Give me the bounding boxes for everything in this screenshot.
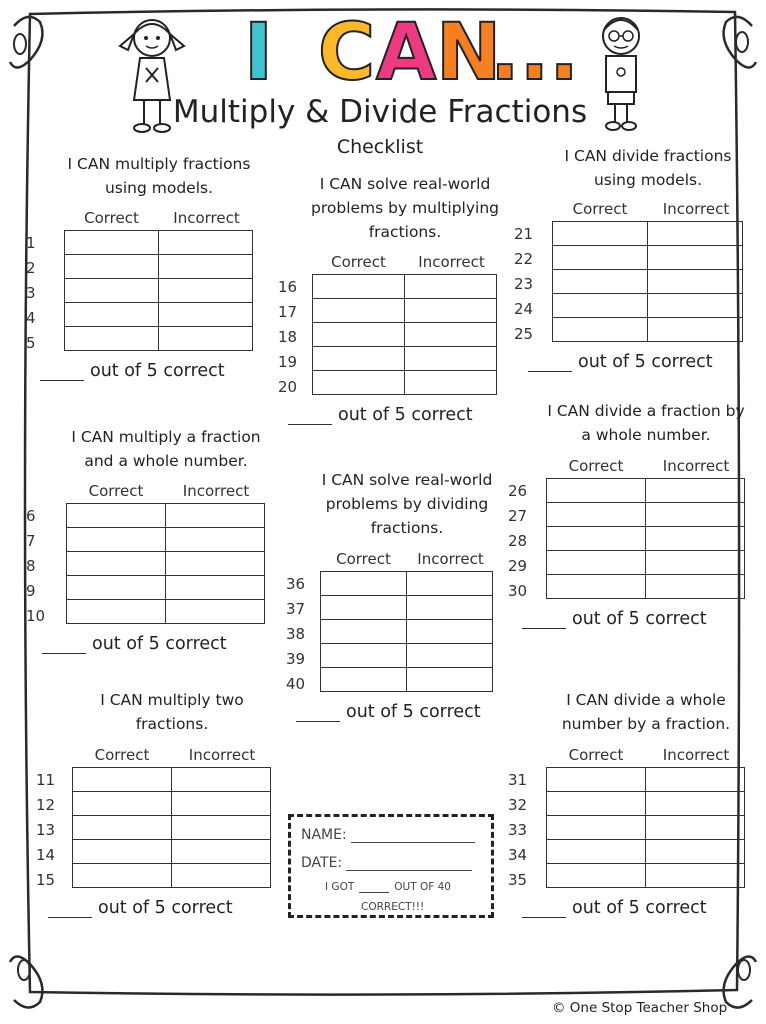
score-blank[interactable]: [48, 901, 92, 918]
incorrect-cell[interactable]: [648, 246, 743, 270]
table-row: [553, 294, 743, 318]
problem-number: 23: [514, 275, 534, 293]
correct-cell[interactable]: [313, 347, 405, 371]
incorrect-cell[interactable]: [172, 864, 271, 888]
correct-cell[interactable]: [547, 503, 646, 527]
column-header-incorrect: Incorrect: [188, 746, 256, 764]
incorrect-cell[interactable]: [405, 299, 497, 323]
table-row: [65, 279, 253, 303]
problem-number: 32: [508, 796, 528, 814]
column-header-incorrect: Incorrect: [418, 253, 485, 271]
table-row: [73, 768, 271, 792]
problem-number: 30: [508, 582, 528, 600]
correct-cell[interactable]: [73, 864, 172, 888]
table-row: [313, 323, 497, 347]
column-header-incorrect: Incorrect: [417, 550, 484, 568]
title-letter-n: N: [436, 8, 502, 98]
problem-number: 7: [26, 532, 36, 550]
table-row: [547, 840, 745, 864]
score-text: out of 5 correct: [92, 634, 227, 654]
incorrect-cell[interactable]: [405, 323, 497, 347]
problem-number: 24: [514, 300, 534, 318]
got-prefix: I GOT: [325, 881, 355, 893]
correct-cell[interactable]: [67, 504, 166, 528]
column-header-incorrect: Incorrect: [662, 200, 730, 218]
incorrect-cell[interactable]: [646, 792, 745, 816]
problem-number: 27: [508, 507, 528, 525]
problem-number: 20: [278, 378, 298, 396]
checklist-label: Checklist: [336, 136, 424, 158]
section-heading: [29, 152, 289, 200]
section-heading-line: number by a fraction.: [561, 715, 731, 733]
correct-cell[interactable]: [67, 600, 166, 624]
correct-cell[interactable]: [65, 279, 159, 303]
table-row: [313, 371, 497, 395]
column-header-incorrect: Incorrect: [173, 209, 240, 227]
score-text: out of 5 correct: [338, 405, 473, 425]
score-blank[interactable]: [288, 408, 332, 425]
incorrect-cell[interactable]: [407, 596, 493, 620]
table-row: [73, 840, 271, 864]
correct-cell[interactable]: [65, 327, 159, 351]
correct-cell[interactable]: [547, 840, 646, 864]
section-score: [48, 898, 233, 918]
problem-number: 31: [508, 771, 528, 789]
total-score-blank[interactable]: [359, 882, 389, 893]
answer-grid: [312, 274, 497, 395]
incorrect-cell[interactable]: [407, 620, 493, 644]
table-row: [553, 318, 743, 342]
answer-grid: [320, 571, 493, 692]
table-row: [73, 792, 271, 816]
correct-cell[interactable]: [313, 323, 405, 347]
answer-grid: [546, 767, 745, 888]
table-row: [73, 864, 271, 888]
name-field[interactable]: [301, 827, 475, 843]
table-row: [547, 479, 745, 503]
table-row: [313, 347, 497, 371]
section-score: [528, 352, 713, 372]
correct-cell[interactable]: [553, 246, 648, 270]
section-heading-line: I CAN multiply a fraction: [71, 428, 261, 446]
correct-cell[interactable]: [321, 668, 407, 692]
incorrect-cell[interactable]: [405, 371, 497, 395]
problem-number: 9: [26, 582, 36, 600]
incorrect-cell[interactable]: [648, 222, 743, 246]
table-row: [547, 503, 745, 527]
correct-cell[interactable]: [553, 294, 648, 318]
column-header-incorrect: Incorrect: [182, 482, 250, 500]
problem-number: 3: [26, 284, 36, 302]
incorrect-cell[interactable]: [407, 644, 493, 668]
table-row: [313, 275, 497, 299]
correct-cell[interactable]: [321, 572, 407, 596]
section-heading: [31, 425, 301, 473]
section-heading: [517, 144, 766, 192]
score-text: out of 5 correct: [572, 898, 707, 918]
column-header-correct: Correct: [572, 200, 628, 218]
correct-cell[interactable]: [65, 303, 159, 327]
problem-number: 13: [36, 821, 56, 839]
section-score: [42, 634, 227, 654]
incorrect-cell[interactable]: [159, 303, 253, 327]
incorrect-cell[interactable]: [159, 327, 253, 351]
problem-number: 33: [508, 821, 528, 839]
incorrect-cell[interactable]: [407, 668, 493, 692]
copyright-text: © One Stop Teacher Shop: [552, 1000, 728, 1016]
correct-cell[interactable]: [65, 231, 159, 255]
correct-cell[interactable]: [547, 792, 646, 816]
correct-cell[interactable]: [553, 270, 648, 294]
table-row: [67, 552, 265, 576]
correct-cell[interactable]: [65, 255, 159, 279]
section-heading-line: and a whole number.: [84, 452, 248, 470]
incorrect-cell[interactable]: [646, 479, 745, 503]
table-row: [553, 270, 743, 294]
column-header-incorrect: Incorrect: [662, 457, 730, 475]
date-field[interactable]: [301, 855, 472, 871]
correct-cell[interactable]: [321, 644, 407, 668]
incorrect-cell[interactable]: [646, 840, 745, 864]
table-row: [65, 327, 253, 351]
section-heading: [511, 399, 766, 447]
column-header-correct: Correct: [336, 550, 391, 568]
score-blank[interactable]: [522, 901, 566, 918]
score-blank[interactable]: [528, 355, 572, 372]
column-header-incorrect: Incorrect: [662, 746, 730, 764]
table-row: [547, 792, 745, 816]
answer-grid: [64, 230, 253, 351]
problem-number: 26: [508, 482, 528, 500]
score-blank[interactable]: [40, 364, 84, 381]
problem-number: 5: [26, 334, 36, 352]
title-letter-a: A: [376, 8, 437, 98]
correct-cell[interactable]: [547, 816, 646, 840]
correct-cell[interactable]: [73, 840, 172, 864]
problem-number: 28: [508, 532, 528, 550]
problem-number: 17: [278, 303, 298, 321]
problem-number: 8: [26, 557, 36, 575]
problem-number: 38: [286, 625, 306, 643]
table-row: [65, 231, 253, 255]
problem-number: 16: [278, 278, 298, 296]
correct-cell[interactable]: [547, 551, 646, 575]
title-letter-i: I: [244, 8, 274, 98]
section-heading-line: I CAN divide fractions: [564, 147, 732, 165]
section-heading-line: I CAN divide a whole: [566, 691, 726, 709]
score-text: out of 5 correct: [578, 352, 713, 372]
name-date-box: [288, 814, 494, 918]
incorrect-cell[interactable]: [405, 275, 497, 299]
score-blank[interactable]: [42, 637, 86, 654]
correct-cell[interactable]: [313, 299, 405, 323]
table-row: [321, 620, 493, 644]
problem-number: 39: [286, 650, 306, 668]
problem-number: 19: [278, 353, 298, 371]
table-row: [65, 255, 253, 279]
incorrect-cell[interactable]: [172, 840, 271, 864]
section-heading-line: problems by dividing: [325, 495, 489, 513]
table-row: [67, 528, 265, 552]
table-row: [547, 575, 745, 599]
table-row: [547, 816, 745, 840]
section-heading-line: I CAN divide a fraction by: [547, 402, 745, 420]
answer-grid: [552, 221, 743, 342]
problem-number: 1: [26, 234, 36, 252]
section-heading-line: fractions.: [370, 519, 444, 537]
problem-number: 36: [286, 575, 306, 593]
problem-number: 11: [36, 771, 56, 789]
problem-number: 35: [508, 871, 528, 889]
section-heading: [511, 688, 766, 736]
correct-cell[interactable]: [67, 528, 166, 552]
problem-number: 21: [514, 225, 534, 243]
section-heading-line: fractions.: [135, 715, 209, 733]
section-heading: [285, 468, 529, 540]
section-score: [522, 898, 707, 918]
problem-number: 18: [278, 328, 298, 346]
table-row: [65, 303, 253, 327]
table-row: [321, 668, 493, 692]
correct-cell[interactable]: [547, 575, 646, 599]
correct-cell[interactable]: [73, 816, 172, 840]
column-header-correct: Correct: [568, 746, 624, 764]
correct-cell[interactable]: [547, 527, 646, 551]
answer-grid: [546, 478, 745, 599]
incorrect-cell[interactable]: [166, 576, 265, 600]
incorrect-cell[interactable]: [646, 864, 745, 888]
problem-number: 34: [508, 846, 528, 864]
score-text: out of 5 correct: [346, 702, 481, 722]
correct-cell[interactable]: [73, 768, 172, 792]
table-row: [67, 600, 265, 624]
incorrect-cell[interactable]: [646, 527, 745, 551]
incorrect-cell[interactable]: [646, 816, 745, 840]
section-heading-line: I CAN solve real-world: [319, 175, 491, 193]
section-heading-line: I CAN multiply two: [100, 691, 244, 709]
table-row: [67, 576, 265, 600]
correct-cell[interactable]: [547, 864, 646, 888]
section-score: [296, 702, 481, 722]
score-blank[interactable]: [522, 612, 566, 629]
column-header-correct: Correct: [568, 457, 624, 475]
problem-number: 29: [508, 557, 528, 575]
score-text: out of 5 correct: [90, 361, 225, 381]
score-text: out of 5 correct: [98, 898, 233, 918]
incorrect-cell[interactable]: [646, 768, 745, 792]
table-row: [547, 551, 745, 575]
correct-cell[interactable]: [67, 552, 166, 576]
incorrect-cell[interactable]: [646, 575, 745, 599]
problem-number: 37: [286, 600, 306, 618]
incorrect-cell[interactable]: [166, 528, 265, 552]
answer-grid: [66, 503, 265, 624]
incorrect-cell[interactable]: [646, 503, 745, 527]
correct-cell[interactable]: [313, 371, 405, 395]
table-row: [553, 246, 743, 270]
column-header-correct: Correct: [84, 209, 139, 227]
section-heading-line: using models.: [104, 179, 214, 197]
incorrect-cell[interactable]: [648, 294, 743, 318]
section-heading-line: I CAN multiply fractions: [67, 155, 251, 173]
correct-cell[interactable]: [67, 576, 166, 600]
problem-number: 10: [26, 607, 46, 625]
column-header-correct: Correct: [94, 746, 150, 764]
incorrect-cell[interactable]: [166, 600, 265, 624]
incorrect-cell[interactable]: [159, 279, 253, 303]
incorrect-cell[interactable]: [405, 347, 497, 371]
section-score: [522, 609, 707, 629]
answer-grid: [72, 767, 271, 888]
incorrect-cell[interactable]: [166, 504, 265, 528]
name-label: NAME:: [301, 827, 347, 843]
problem-number: 4: [26, 309, 36, 327]
table-row: [553, 222, 743, 246]
column-header-correct: Correct: [88, 482, 144, 500]
problem-number: 40: [286, 675, 306, 693]
table-row: [321, 596, 493, 620]
problem-number: 12: [36, 796, 56, 814]
correct-cell[interactable]: [553, 318, 648, 342]
correct-cell[interactable]: [547, 768, 646, 792]
section-score: [288, 405, 473, 425]
incorrect-cell[interactable]: [172, 816, 271, 840]
section-heading-line: fractions.: [368, 223, 442, 241]
table-row: [73, 816, 271, 840]
score-text: out of 5 correct: [572, 609, 707, 629]
problem-number: 15: [36, 871, 56, 889]
page-subtitle: Multiply & Divide Fractions: [172, 94, 588, 130]
incorrect-cell[interactable]: [159, 255, 253, 279]
problem-number: 25: [514, 325, 534, 343]
correct-cell[interactable]: [553, 222, 648, 246]
title-letter-c: C: [318, 8, 376, 98]
score-total-line: [325, 881, 451, 893]
section-heading: [37, 688, 307, 736]
incorrect-cell[interactable]: [407, 572, 493, 596]
got-suffix: OUT OF 40: [394, 881, 451, 893]
column-header-correct: Correct: [331, 253, 386, 271]
correct-cell[interactable]: [321, 620, 407, 644]
table-row: [547, 527, 745, 551]
table-row: [321, 572, 493, 596]
got-line2: CORRECT!!!: [361, 901, 425, 913]
section-heading-line: a whole number.: [581, 426, 711, 444]
section-heading-line: using models.: [593, 171, 703, 189]
incorrect-cell[interactable]: [159, 231, 253, 255]
table-row: [547, 768, 745, 792]
section-heading: [277, 172, 533, 244]
date-label: DATE:: [301, 855, 343, 871]
incorrect-cell[interactable]: [646, 551, 745, 575]
incorrect-cell[interactable]: [648, 270, 743, 294]
table-row: [67, 504, 265, 528]
table-row: [321, 644, 493, 668]
title-ellipsis: ...: [490, 8, 579, 98]
incorrect-cell[interactable]: [648, 318, 743, 342]
correct-cell[interactable]: [73, 792, 172, 816]
table-row: [313, 299, 497, 323]
incorrect-cell[interactable]: [172, 768, 271, 792]
correct-cell[interactable]: [321, 596, 407, 620]
problem-number: 14: [36, 846, 56, 864]
problem-number: 22: [514, 250, 534, 268]
problem-number: 6: [26, 507, 36, 525]
correct-cell[interactable]: [547, 479, 646, 503]
correct-cell[interactable]: [313, 275, 405, 299]
section-score: [40, 361, 225, 381]
table-row: [547, 864, 745, 888]
problem-number: 2: [26, 259, 36, 277]
section-heading-line: problems by multiplying: [311, 199, 499, 217]
section-heading-line: I CAN solve real-world: [321, 471, 493, 489]
incorrect-cell[interactable]: [172, 792, 271, 816]
incorrect-cell[interactable]: [166, 552, 265, 576]
